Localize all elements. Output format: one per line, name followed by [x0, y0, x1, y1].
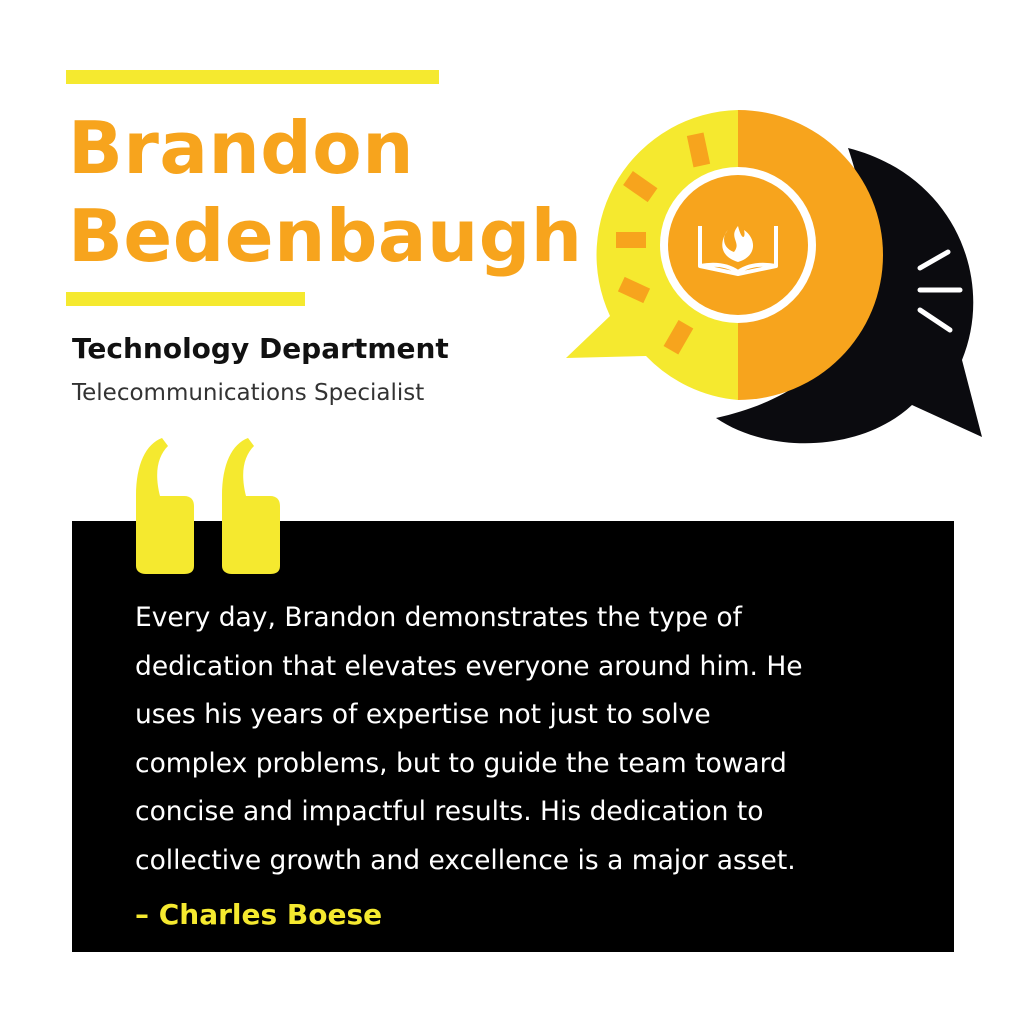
quote-line: collective growth and excellence is a major asset.: [135, 844, 796, 876]
quote-marks-icon: [130, 434, 290, 578]
top-accent-bar: [66, 70, 439, 84]
speech-bubbles-book-flame-icon: [560, 108, 990, 448]
last-name: Bedenbaugh: [68, 194, 583, 278]
quote-line: concise and impactful results. His dedication to: [135, 796, 764, 827]
quote-line: dedication that elevates everyone around him. He: [135, 650, 803, 682]
quote-line: complex problems, but to guide the team toward: [135, 747, 787, 779]
bottom-accent-bar: [66, 292, 305, 306]
quote-line: Every day, Brandon demonstrates the type of: [135, 602, 742, 633]
quote-text: [135, 594, 925, 885]
employee-name: [68, 104, 583, 280]
quote-author: – Charles Boese: [135, 898, 383, 931]
department-title: Technology Department: [72, 332, 449, 365]
quote-line: uses his years of expertise not just to solve: [135, 699, 711, 730]
first-name: Brandon: [68, 106, 414, 190]
role-title: Telecommunications Specialist: [72, 380, 425, 406]
